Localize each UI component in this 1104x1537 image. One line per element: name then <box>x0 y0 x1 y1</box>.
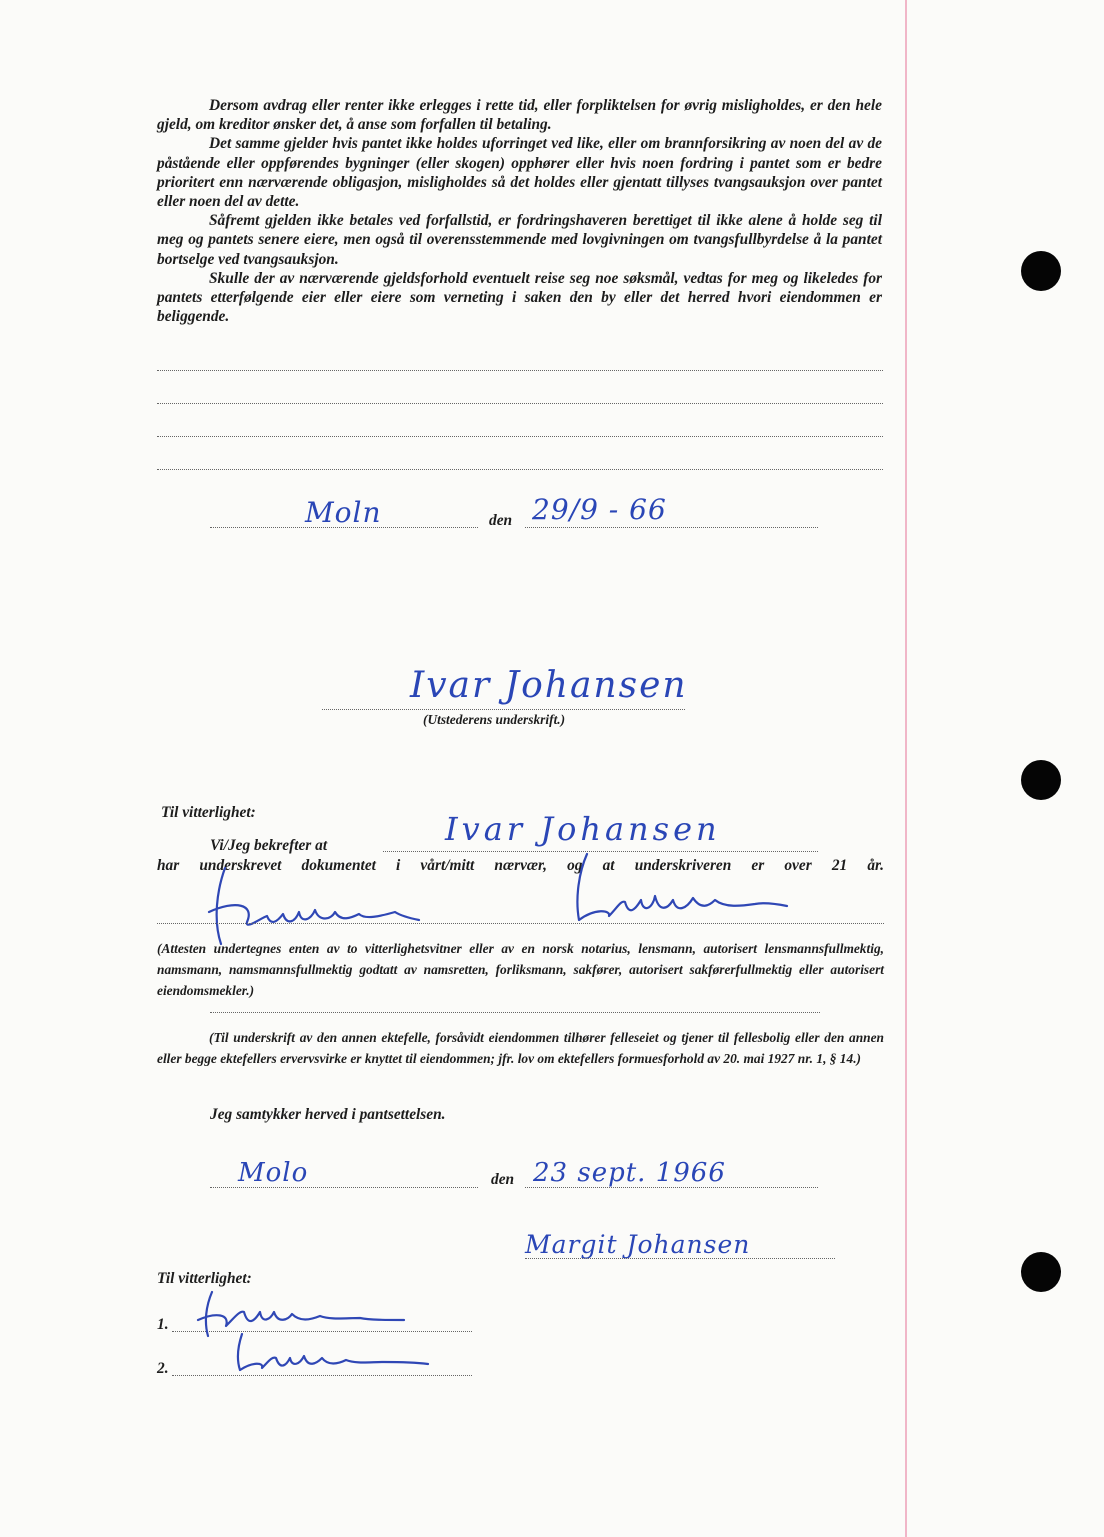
terms-text <box>157 96 882 326</box>
place-handwriting: Moln <box>305 496 382 529</box>
blank-line <box>157 436 883 437</box>
spouse-note-text: (Til underskrift av den annen ektefelle, forsåvidt eiendommen tilhører felleseiet og tjener til fellesbolig eller den annen eller begge ektefellers ervervsvirke er knyttet til eiendommen; jfr. lov om ektefellers formuesforhold av 20. mai 1927 nr. 1, § 14.) <box>157 1030 884 1066</box>
witness-heading-2: Til vitterlighet: <box>157 1270 252 1287</box>
terms-paragraph: Skulle der av nærværende gjeldsforhold eventuelt reise seg noe søksmål, vedtas for meg og likeledes for pantets etterfølgende eier eller eiere som verneting i saken den by eller det herred hvori eiendommen er beliggende. <box>157 269 882 326</box>
section-divider <box>210 1012 820 1013</box>
attest-note-text: (Attesten undertegnes enten av to vitterlighetsvitner eller av en norsk notarius, lensmann, autorisert lensmannsfullmektig, namsmann, namsmannsfullmektig godtatt av namsretten, forliksmann, sakfører, autorisert sakførerfullmektig eller autorisert eiendomsmekler.) <box>157 941 884 998</box>
spouse-signature-line <box>525 1258 835 1259</box>
den-label-2: den <box>491 1171 515 1188</box>
signature-line <box>322 709 685 710</box>
witness-heading: Til vitterlighet: <box>161 804 256 821</box>
spouse-note <box>157 1027 884 1069</box>
attest-note <box>157 938 884 1001</box>
confirm-prefix: Vi/Jeg bekrefter at <box>210 837 328 854</box>
date-line <box>525 527 818 528</box>
issuer-caption: (Utstederens underskrift.) <box>423 712 566 727</box>
witness-name-handwriting: Ivar Johansen <box>445 810 721 848</box>
witness-line-2 <box>172 1375 472 1376</box>
punch-hole-icon <box>1021 251 1061 291</box>
witness-signature-line <box>157 923 884 924</box>
issuer-signature: Ivar Johansen <box>410 665 688 706</box>
terms-paragraph: Det samme gjelder hvis pantet ikke holdes uforringet ved like, eller om brannforsikring av noen del av de påstående eller oppførendes bygninger (eller skogen) opphører eller hvis noen fordring i pantet som er bedre prioritert enn nærværende obligasjon, misligholdes så det holdes eller gjentatt tillyses tvangsauksjon over pantet eller noen del av dette. <box>157 135 882 211</box>
consent-line: Jeg samtykker herved i pantsettelsen. <box>210 1106 446 1123</box>
den-label: den <box>489 512 513 529</box>
blank-line <box>157 469 883 470</box>
spouse-signature: Margit Johansen <box>525 1230 751 1259</box>
terms-paragraph: Dersom avdrag eller renter ikke erlegges i rette tid, eller forpliktelsen for øvrig misligholdes, er den hele gjeld, om kreditor ønsker det, å anse som forfallen til betaling. <box>157 97 882 134</box>
punch-hole-icon <box>1021 1252 1061 1292</box>
date-handwriting: 29/9 - 66 <box>532 493 667 526</box>
terms-paragraph: Såfremt gjelden ikke betales ved forfallstid, er fordringshaveren berettiget til ikke alene å holde seg til meg og pantets senere eiere, men også til overensstemmende med lovgivningen om tvangsfullbyrdelse å la pantet bortselge ved tvangsauksjon. <box>157 212 882 268</box>
place-handwriting-2: Molo <box>238 1158 309 1188</box>
date-handwriting-2: 23 sept. 1966 <box>533 1158 726 1188</box>
confirm-sentence: har underskrevet dokumentet i vårt/mitt nærvær, og at underskriveren er over 21 år. <box>157 857 884 874</box>
margin-rule <box>905 0 907 1537</box>
blank-line <box>157 370 883 371</box>
witness-number-2: 2. <box>157 1360 169 1377</box>
witness-number-1: 1. <box>157 1316 169 1333</box>
blank-line <box>157 403 883 404</box>
punch-hole-icon <box>1021 760 1061 800</box>
witness-signature-4 <box>228 1330 438 1375</box>
witness-signature-2 <box>555 850 795 930</box>
witness-signature-1 <box>195 860 425 950</box>
